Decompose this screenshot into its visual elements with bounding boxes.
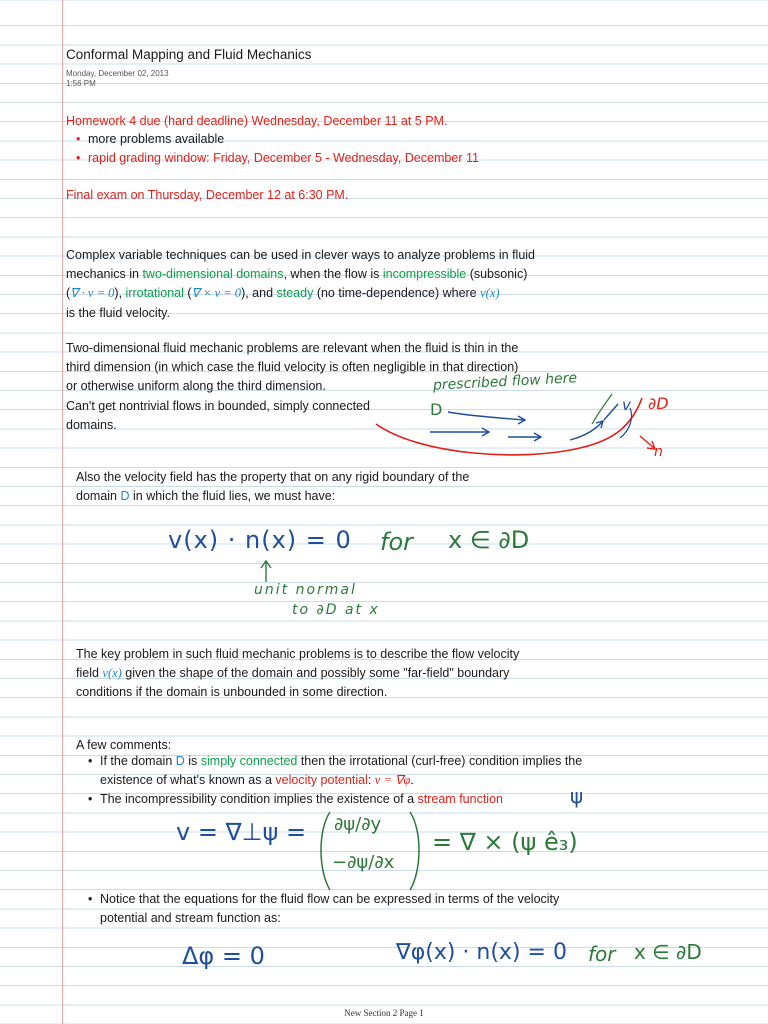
bullet-text: more problems available: [88, 132, 225, 146]
matrix-entry-1: ∂ψ/∂y: [334, 814, 382, 835]
term-two-dimensional: two-dimensional domains: [142, 267, 284, 282]
domain-symbol: D: [175, 754, 185, 768]
handwritten-boundary-equation: v(x) · n(x) = 0: [168, 526, 352, 554]
stream-function-symbol: ψ: [570, 784, 584, 808]
velocity-formula: v(x): [480, 286, 500, 301]
handwritten-for: for: [380, 528, 413, 556]
list-item-continuation: existence of what's known as a velocity potential: v = ∇φ.: [100, 773, 414, 788]
text-line: domains.: [66, 417, 117, 432]
term-irrotational: irrotational: [125, 286, 184, 301]
boundary-label: ∂D: [648, 394, 669, 413]
handwritten-stream-equation: v = ∇⊥ψ =: [176, 818, 307, 846]
potential-formula: v = ∇φ: [374, 773, 411, 788]
list-item-continuation: potential and stream function as:: [100, 911, 281, 926]
term-velocity-potential: velocity potential: [275, 773, 368, 788]
unit-normal-note-2: to ∂D at x: [292, 602, 380, 618]
comments-list-2: [86, 890, 559, 928]
page-date: Monday, December 02, 2013: [66, 69, 169, 78]
text-line: Complex variable techniques can be used in clever ways to analyze problems in fluid: [66, 248, 536, 262]
prescribed-flow-label: prescribed flow here: [432, 370, 578, 394]
handwritten-condition: x ∈ ∂D: [634, 940, 702, 964]
list-item: • If the domain D is simply connected then the irrotational (curl-free) condition implies the: [86, 752, 582, 771]
term-stream-function: stream function: [417, 792, 503, 807]
bullet-text: rapid grading window: Friday, December 5 - Wednesday, December 11: [88, 151, 479, 166]
divergence-formula: ∇ · v = 0: [70, 286, 115, 301]
comments-heading: A few comments:: [76, 738, 172, 752]
text-line: mechanics in two-dimensional domains, when the flow is incompressible (subsonic): [66, 267, 528, 282]
text-line: Can't get nontrivial flows in bounded, simply connected: [66, 398, 370, 413]
text-line: conditions if the domain is unbounded in some direction.: [76, 685, 388, 700]
text-line: third dimension (in which case the fluid velocity is often negligible in that direction): [66, 360, 519, 375]
normal-vector-label: n: [654, 444, 663, 460]
page-time: 1:56 PM: [66, 79, 96, 88]
page-title: Conformal Mapping and Fluid Mechanics: [66, 47, 312, 62]
domain-symbol: D: [120, 489, 130, 504]
velocity-vector-label: v: [622, 396, 631, 414]
list-item: • The incompressibility condition implies the existence of a stream function: [86, 790, 582, 809]
unit-normal-note: unit normal: [254, 582, 357, 598]
list-item: • Notice that the equations for the fluid flow can be expressed in terms of the velocity: [86, 890, 559, 909]
term-simply-connected: simply connected: [200, 754, 298, 768]
final-exam-notice: Final exam on Thursday, December 12 at 6:30 PM.: [66, 188, 349, 202]
text-line: Also the velocity field has the property that on any rigid boundary of the: [76, 470, 470, 484]
text-line: is the fluid velocity.: [66, 305, 170, 320]
matrix-entry-2: −∂ψ/∂x: [332, 852, 395, 873]
page-footer: New Section 2 Page 1: [344, 1008, 424, 1018]
text-line: or otherwise uniform along the third dimension.: [66, 379, 326, 394]
velocity-formula: v(x): [102, 666, 122, 681]
text-line: domain D in which the fluid lies, we must have:: [76, 489, 336, 504]
curl-formula: ∇ × v = 0: [191, 286, 242, 301]
homework-notice: Homework 4 due (hard deadline) Wednesday, December 11 at 5 PM.: [66, 114, 448, 128]
handwritten-curl-form: = ∇ × (ψ ê₃): [432, 828, 578, 856]
term-steady: steady: [276, 286, 314, 301]
text-line: field v(x) given the shape of the domain and possibly some "far-field" boundary: [76, 666, 510, 681]
text-line: Two-dimensional fluid mechanic problems are relevant when the fluid is thin in the: [66, 341, 519, 355]
handwritten-laplace-equation: Δφ = 0: [182, 942, 265, 970]
text-line: The key problem in such fluid mechanic problems is to describe the flow velocity: [76, 647, 520, 661]
term-incompressible: incompressible: [382, 267, 467, 282]
handwritten-for: for: [588, 942, 616, 966]
handwritten-neumann-equation: ∇φ(x) · n(x) = 0: [396, 940, 567, 965]
handwritten-condition: x ∈ ∂D: [448, 526, 530, 554]
domain-D-label: D: [430, 400, 443, 419]
text-line: (∇ · v = 0), irrotational (∇ × v = 0), and steady (no time-dependence) where v(x): [66, 286, 500, 301]
